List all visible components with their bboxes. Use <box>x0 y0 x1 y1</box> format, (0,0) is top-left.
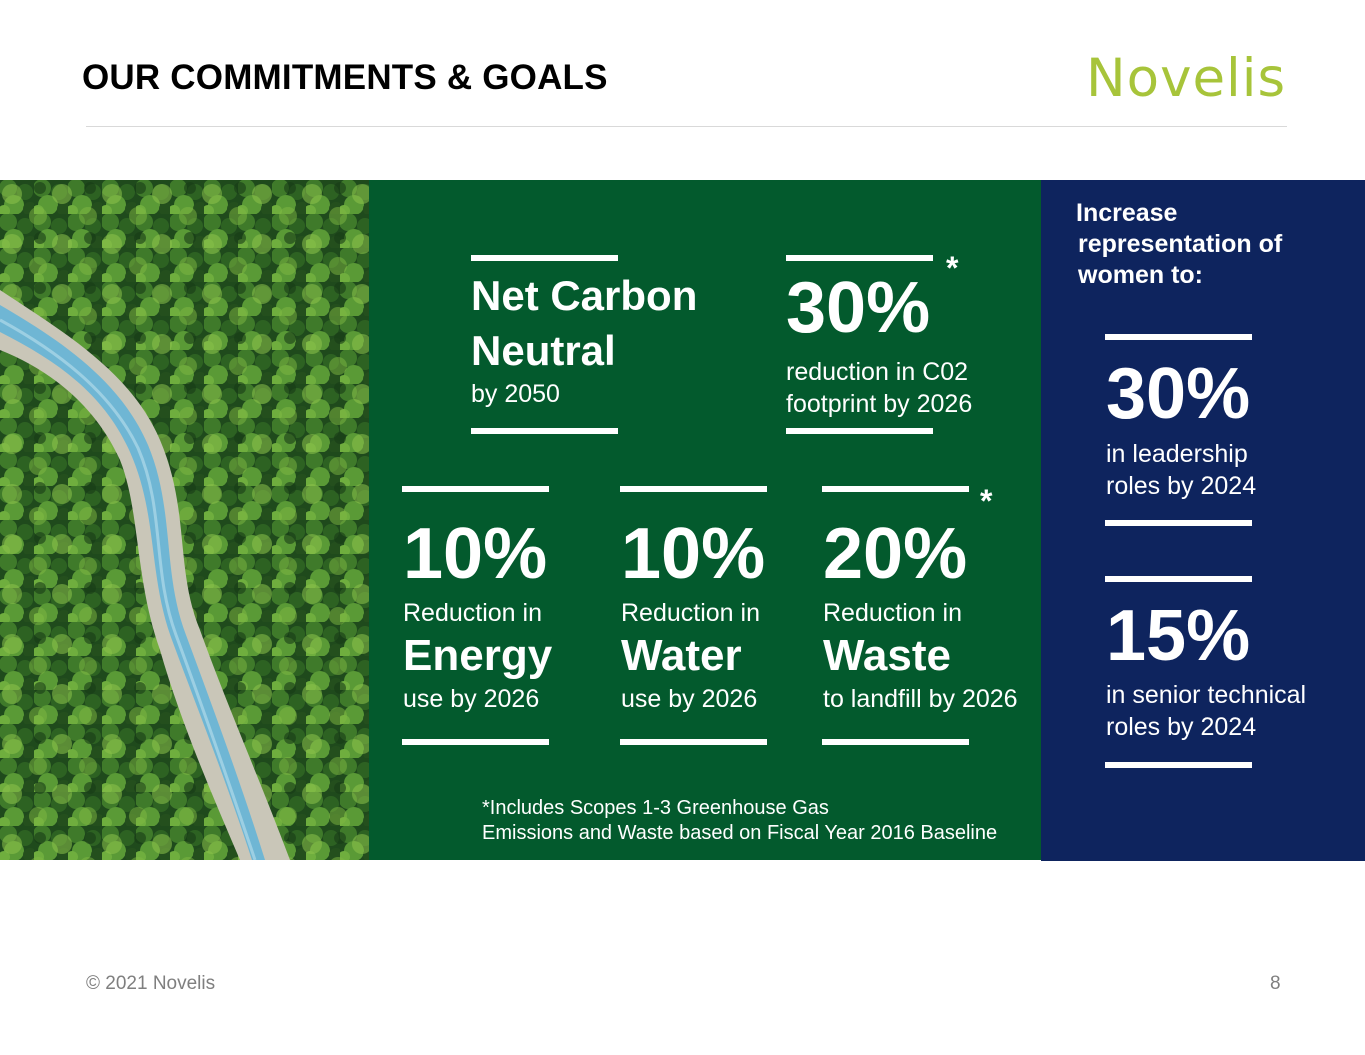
energy-bottom-bar <box>402 739 549 745</box>
page-title: OUR COMMITMENTS & GOALS <box>82 58 608 97</box>
waste-asterisk: * <box>980 483 993 519</box>
technical-line1: in senior technical <box>1106 681 1307 709</box>
energy-top-bar <box>402 486 549 492</box>
water-line2: use by 2026 <box>621 685 758 713</box>
leadership-bottom-bar <box>1105 520 1252 526</box>
co2-percent: 30% <box>786 268 931 348</box>
footnote-line2: Emissions and Waste based on Fiscal Year 2016 Baseline <box>482 822 998 844</box>
women-heading-1: Increase <box>1076 199 1178 227</box>
leadership-line2: roles by 2024 <box>1106 472 1257 500</box>
carbon-headline-2: Neutral <box>471 327 616 374</box>
co2-bottom-bar <box>786 428 933 434</box>
leadership-percent: 30% <box>1106 354 1251 434</box>
waste-line1: Reduction in <box>823 599 962 627</box>
forest-river-photo <box>0 180 370 860</box>
co2-asterisk: * <box>946 250 959 286</box>
energy-percent: 10% <box>403 514 548 594</box>
technical-top-bar <box>1105 576 1252 582</box>
carbon-top-bar <box>471 255 618 261</box>
water-line1: Reduction in <box>621 599 760 627</box>
co2-line1: reduction in C02 <box>786 358 969 386</box>
energy-line1: Reduction in <box>403 599 542 627</box>
waste-percent: 20% <box>823 514 968 594</box>
water-percent: 10% <box>621 514 766 594</box>
water-word: Water <box>621 631 742 680</box>
energy-word: Energy <box>403 631 553 680</box>
header-divider <box>86 126 1287 127</box>
leadership-top-bar <box>1105 334 1252 340</box>
copyright: © 2021 Novelis <box>86 973 216 994</box>
novelis-logo: Novelis <box>1086 48 1287 109</box>
energy-line2: use by 2026 <box>403 685 540 713</box>
leadership-line1: in leadership <box>1106 440 1248 468</box>
waste-word: Waste <box>823 631 951 680</box>
co2-line2: footprint by 2026 <box>786 390 973 418</box>
waste-line2: to landfill by 2026 <box>823 685 1018 713</box>
women-heading-2: representation of <box>1078 230 1283 258</box>
women-heading-3: women to: <box>1078 261 1203 289</box>
footnote-line1: *Includes Scopes 1-3 Greenhouse Gas <box>482 797 829 819</box>
carbon-headline-1: Net Carbon <box>471 272 698 319</box>
carbon-sub: by 2050 <box>471 380 560 408</box>
co2-top-bar <box>786 255 933 261</box>
forest-river-image <box>0 180 370 860</box>
page-number: 8 <box>1270 973 1281 994</box>
technical-bottom-bar <box>1105 762 1252 768</box>
technical-percent: 15% <box>1106 596 1251 676</box>
water-bottom-bar <box>620 739 767 745</box>
waste-top-bar <box>822 486 969 492</box>
water-top-bar <box>620 486 767 492</box>
technical-line2: roles by 2024 <box>1106 713 1257 741</box>
waste-bottom-bar <box>822 739 969 745</box>
carbon-bottom-bar <box>471 428 618 434</box>
